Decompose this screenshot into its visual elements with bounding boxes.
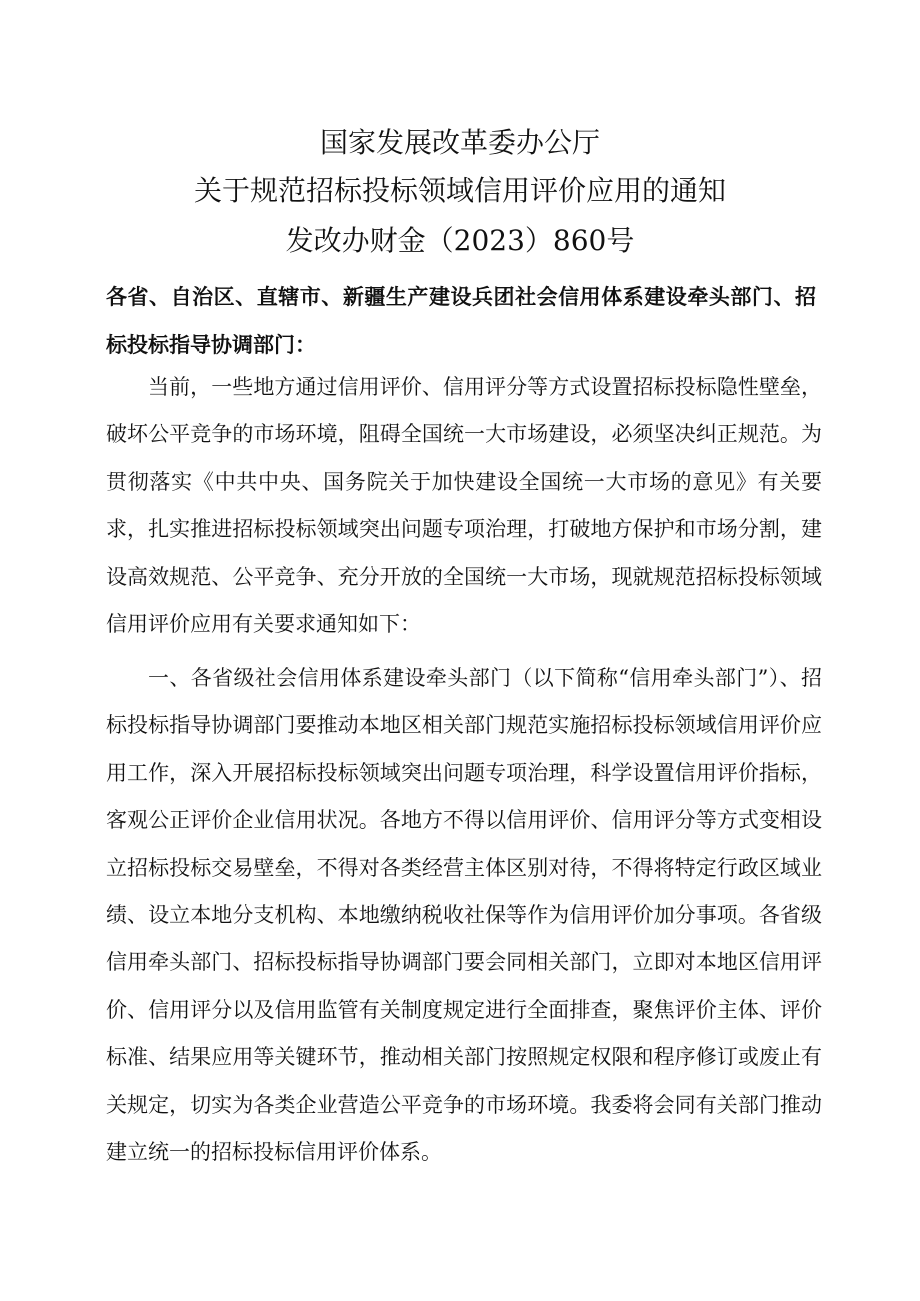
addressee: 各省、自治区、直辖市、新疆生产建设兵团社会信用体系建设牵头部门、招标投标指导协调部门： [106,285,816,357]
paragraph-section-1: 一、各省级社会信用体系建设牵头部门（以下简称“信用牵头部门”）、招标投标指导协调部门要推动本地区相关部门规范实施招标投标领域信用评价应用工作，深入开展招标投标领域突出问题专项治理，科学设置信用评价指标，客观公正评价企业信用状况。各地方不得以信用评价、信用评分等方式变相设立招标投标交易壁垒，不得对各类经营主体区别对待，不得将特定行政区域业绩、设立本地分支机构、本地缴纳税收社保等作为信用评价加分事项。各省级信用牵头部门、招标投标指导协调部门要会同相关部门，立即对本地区信用评价、信用评分以及信用监管有关制度规定进行全面排查，聚焦评价主体、评价标准、结果应用等关键环节，推动相关部门按照规定权限和程序修订或废止有关规定，切实为各类企业营造公平竞争的市场环境。我委将会同有关部门推动建立统一的招标投标信用评价体系。 [106,666,822,1165]
paragraph-intro: 当前，一些地方通过信用评价、信用评分等方式设置招标投标隐性壁垒，破坏公平竞争的市场环境，阻碍全国统一大市场建设，必须坚决纠正规范。为贯彻落实《中共中央、国务院关于加快建设全国统一大市场的意见》有关要求，扎实推进招标投标领域突出问题专项治理，打破地方保护和市场分割，建设高效规范、公平竞争、充分开放的全国统一大市场，现就规范招标投标领域信用评价应用有关要求通知如下： [106,375,822,637]
notice-title: 关于规范招标投标领域信用评价应用的通知 [193,174,726,207]
issuer-title: 国家发展改革委办公厅 [319,126,600,159]
document-number: 发改办财金（2023）860号 [285,224,635,257]
